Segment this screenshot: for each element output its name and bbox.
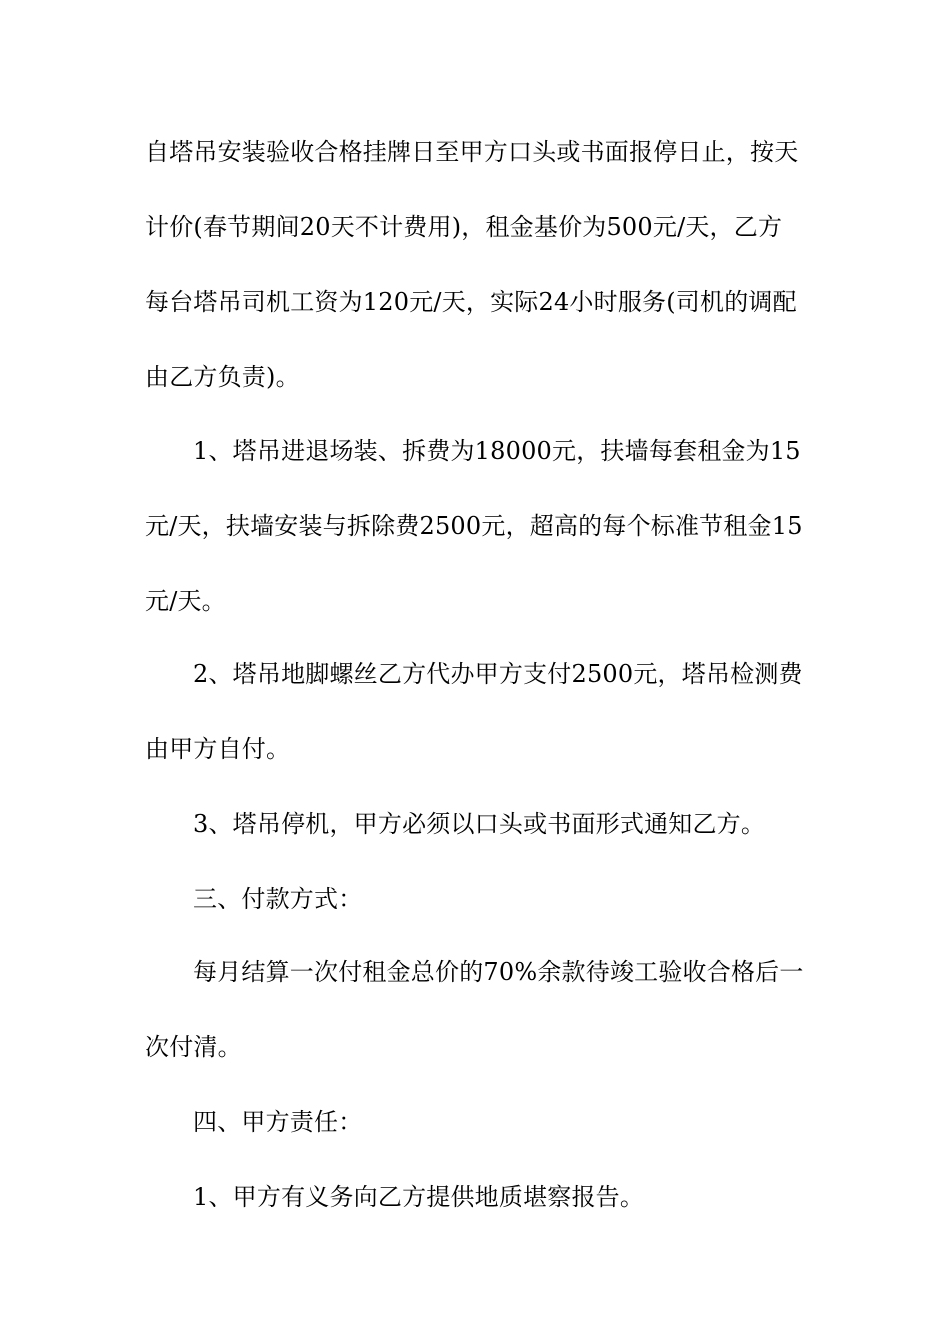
text-line: 自塔吊安装验收合格挂牌日至甲方口头或书面报停日止，按天 — [145, 138, 799, 166]
text-line: 由乙方负责)。 — [145, 363, 300, 391]
text-line: 由甲方自付。 — [145, 735, 291, 763]
section-heading: 四、甲方责任： — [193, 1108, 363, 1136]
text-line: 元/天，扶墙安装与拆除费2500元，超高的每个标准节租金15 — [145, 512, 803, 540]
text-line: 计价(春节期间20天不计费用)，租金基价为500元/天，乙方 — [145, 213, 783, 241]
text-line: 每台塔吊司机工资为120元/天，实际24小时服务(司机的调配 — [145, 288, 797, 316]
section-heading: 三、付款方式： — [193, 885, 363, 913]
text-line: 1、塔吊进退场装、拆费为18000元，扶墙每套租金为15 — [193, 437, 801, 465]
text-line: 次付清。 — [145, 1033, 242, 1061]
text-line: 2、塔吊地脚螺丝乙方代办甲方支付2500元，塔吊检测费 — [193, 660, 803, 688]
text-line: 元/天。 — [145, 587, 226, 615]
text-line: 3、塔吊停机，甲方必须以口头或书面形式通知乙方。 — [193, 810, 766, 838]
text-line: 1、甲方有义务向乙方提供地质堪察报告。 — [193, 1183, 645, 1211]
text-line: 每月结算一次付租金总价的70%余款待竣工验收合格后一 — [193, 958, 804, 986]
